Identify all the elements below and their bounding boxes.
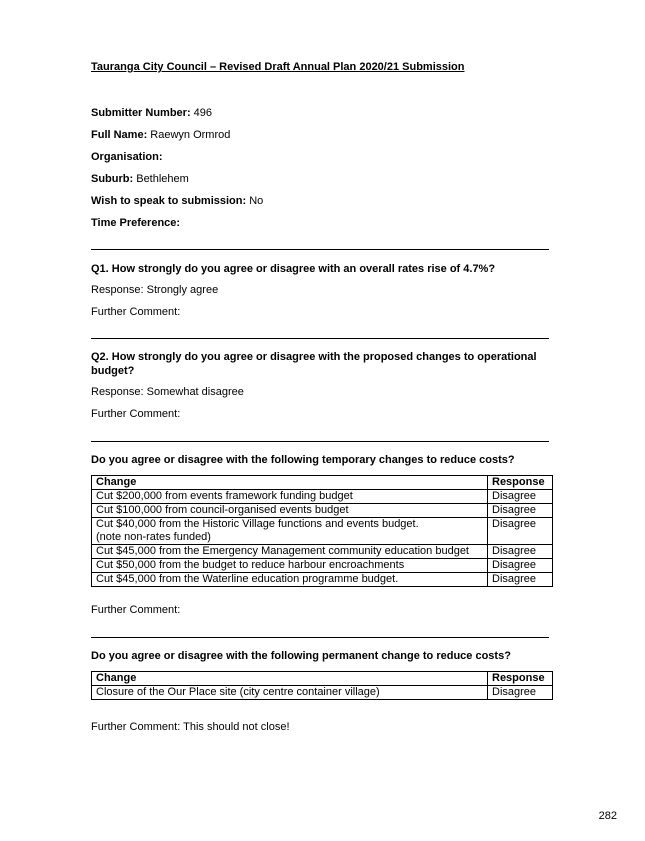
temp-question: Do you agree or disagree with the following temporary changes to reduce costs?: [91, 454, 515, 466]
organisation-field: [91, 151, 163, 163]
table-row: [92, 518, 553, 545]
change-note: (note non-rates funded): [96, 531, 211, 543]
field-label: Wish to speak to submission:: [91, 195, 247, 207]
response-cell: Disagree: [488, 490, 553, 504]
table-header-row: [92, 672, 553, 686]
response-cell: Disagree: [488, 504, 553, 518]
table-row: [92, 559, 553, 573]
response-cell: Disagree: [488, 686, 553, 700]
q1-response: Response: Strongly agree: [91, 284, 219, 296]
change-cell: Cut $100,000 from council-organised events budget: [92, 504, 488, 518]
full-name-field: [91, 129, 230, 141]
response-cell: Disagree: [488, 559, 553, 573]
document-title: Tauranga City Council – Revised Draft Annual Plan 2020/21 Submission: [91, 61, 465, 73]
change-cell: [92, 518, 488, 545]
response-cell: Disagree: [488, 518, 553, 545]
change-cell: Cut $45,000 from the Emergency Management community education budget: [92, 545, 488, 559]
q1-question: Q1. How strongly do you agree or disagree with an overall rates rise of 4.7%?: [91, 263, 496, 275]
divider: [91, 338, 549, 339]
response-cell: Disagree: [488, 545, 553, 559]
q2-response: Response: Somewhat disagree: [91, 386, 244, 398]
q2-question: Q2. How strongly do you agree or disagree with the proposed changes to operational budget?: [91, 351, 537, 377]
field-value: Bethlehem: [133, 173, 189, 185]
field-label: Organisation:: [91, 151, 163, 163]
change-cell: Closure of the Our Place site (city centre container village): [92, 686, 488, 700]
table-row: [92, 504, 553, 518]
field-label: Suburb:: [91, 173, 134, 185]
divider: [91, 249, 549, 250]
q1-comment: Further Comment:: [91, 306, 181, 318]
divider: [91, 441, 549, 442]
change-text: Cut $40,000 from the Historic Village functions and events budget.: [96, 518, 419, 530]
table-header-row: [92, 476, 553, 490]
change-cell: Cut $45,000 from the Waterline education programme budget.: [92, 573, 488, 587]
field-label: Full Name:: [91, 129, 148, 141]
time-preference-field: [91, 217, 180, 229]
temporary-changes-table: [91, 475, 553, 587]
column-header-change: Change: [92, 476, 488, 490]
temp-comment: Further Comment:: [91, 604, 181, 616]
field-label: Time Preference:: [91, 217, 181, 229]
table-row: [92, 686, 553, 700]
column-header-response: Response: [488, 476, 553, 490]
perm-question: Do you agree or disagree with the following permanent change to reduce costs?: [91, 650, 511, 662]
change-cell: Cut $50,000 from the budget to reduce harbour encroachments: [92, 559, 488, 573]
submitter-number-field: [91, 107, 212, 119]
permanent-changes-table: [91, 671, 553, 700]
column-header-change: Change: [92, 672, 488, 686]
perm-comment: Further Comment: This should not close!: [91, 721, 290, 733]
q2-comment: Further Comment:: [91, 408, 181, 420]
column-header-response: Response: [488, 672, 553, 686]
field-value: 496: [190, 107, 213, 119]
field-label: Submitter Number:: [91, 107, 191, 119]
divider: [91, 637, 549, 638]
table-row: [92, 490, 553, 504]
page-number: 282: [598, 810, 617, 822]
field-value: Raewyn Ormrod: [147, 129, 231, 141]
table-row: [92, 545, 553, 559]
change-cell: Cut $200,000 from events framework funding budget: [92, 490, 488, 504]
table-row: [92, 573, 553, 587]
speak-field: [91, 195, 263, 207]
field-value: No: [246, 195, 264, 207]
response-cell: Disagree: [488, 573, 553, 587]
suburb-field: [91, 173, 189, 185]
